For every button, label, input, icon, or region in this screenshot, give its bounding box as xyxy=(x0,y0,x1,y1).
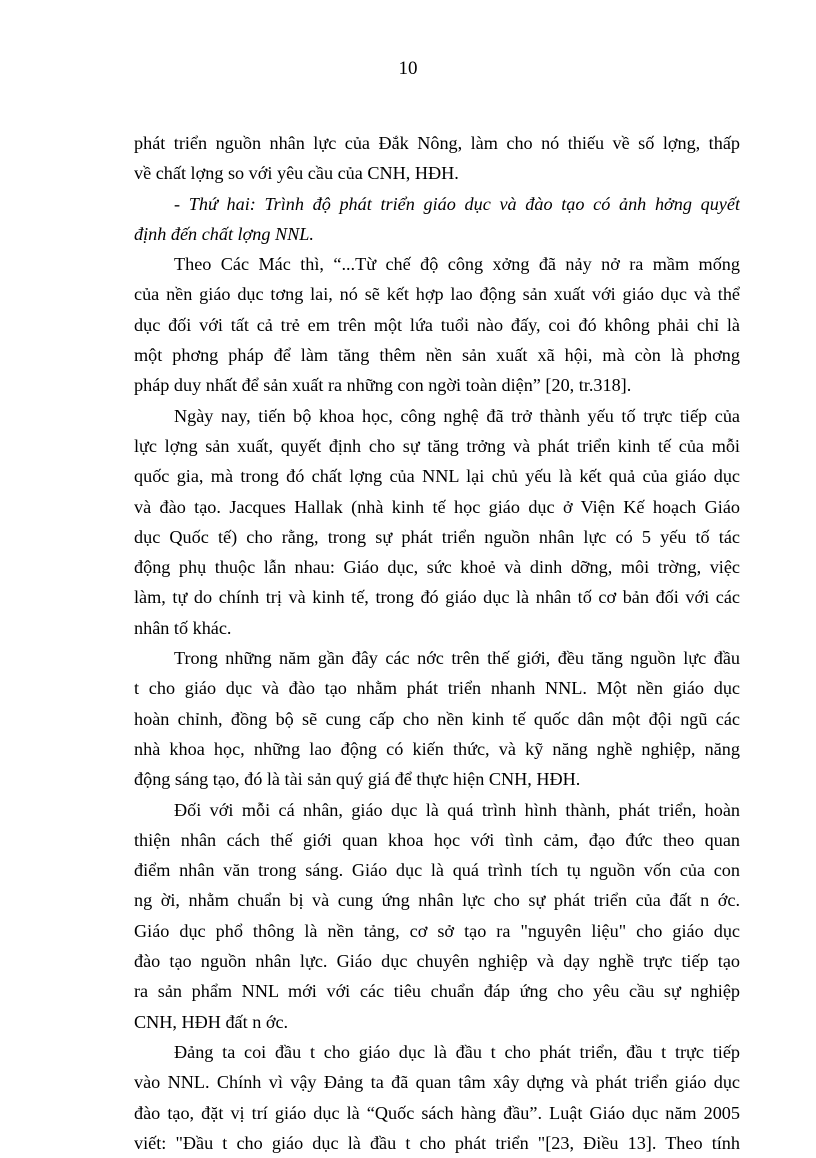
text-line: thiện nhân cách thế giới quan khoa học với tình cảm, đạo đức theo quan xyxy=(134,829,740,850)
text-line: đào tạo nguồn nhân lực. Giáo dục chuyên nghiệp và dạy nghề trực tiếp tạo xyxy=(134,951,740,972)
text-line: Giáo dục phổ thông là nền tảng, cơ sở tạo ra "nguyên liệu" cho giáo dục xyxy=(134,920,740,941)
text-line: và đào tạo. Jacques Hallak (nhà kinh tế học giáo dục ở Viện Kế hoạch Giáo xyxy=(134,496,740,517)
text-line: dục đối với tất cả trẻ em trên một lứa tuổi nào đấy, coi đó không phải chỉ là xyxy=(134,314,740,335)
text-line: Đảng ta coi đầu t cho giáo dục là đầu t cho phát triển, đầu t trực tiếp xyxy=(174,1041,740,1062)
text-line: làm, tự do chính trị và kinh tế, trong đó giáo dục là nhân tố cơ bản đối với các xyxy=(134,587,740,608)
text-line: ng ời, nhằm chuẩn bị và cung ứng nhân lực cho sự phát triển của đất n ớc. xyxy=(134,890,740,911)
text-line: ra sản phẩm NNL mới với các tiêu chuẩn đáp ứng cho yêu cầu sự nghiệp xyxy=(134,981,740,1002)
text-line: điểm nhân văn trong sáng. Giáo dục là quá trình tích tụ nguồn vốn của con xyxy=(134,860,740,881)
text-line: đào tạo, đặt vị trí giáo dục là “Quốc sách hàng đầu”. Luật Giáo dục năm 2005 xyxy=(134,1102,740,1123)
text-line: hoàn chỉnh, đồng bộ sẽ cung cấp cho nền kinh tế quốc dân một đội ngũ các xyxy=(134,708,740,729)
text-line: Ngày nay, tiến bộ khoa học, công nghệ đã trở thành yếu tố trực tiếp của xyxy=(174,405,740,426)
text-line: động phụ thuộc lẫn nhau: Giáo dục, sức khoẻ và dinh dỡng, môi trờng, việc xyxy=(134,557,740,578)
text-line: động sáng tạo, đó là tài sản quý giá để thực hiện CNH, HĐH. xyxy=(134,769,581,790)
text-line: t cho giáo dục và đào tạo nhằm phát triển nhanh NNL. Một nền giáo dục xyxy=(134,678,740,699)
page-number: 10 xyxy=(398,58,418,79)
text-line: pháp duy nhất để sản xuất ra những con ngời toàn diện” [20, tr.318]. xyxy=(134,375,632,396)
text-line: vào NNL. Chính vì vậy Đảng ta đã quan tâm xây dựng và phát triển giáo dục xyxy=(134,1072,740,1093)
text-line: định đến chất lợng NNL. xyxy=(134,223,314,244)
text-line: nhà khoa học, những lao động có kiến thức, và kỹ năng nghề nghiệp, năng xyxy=(134,738,740,759)
text-line: của nền giáo dục tơng lai, nó sẽ kết hợp lao động sản xuất với giáo dục và thể xyxy=(134,284,740,305)
text-line: dục Quốc tế) cho rằng, trong sự phát triển nguồn nhân lực có 5 yếu tố tác xyxy=(134,526,740,547)
text-line: phát triển nguồn nhân lực của Đắk Nông, làm cho nó thiếu về số lợng, thấp xyxy=(134,133,740,153)
text-line: Theo Các Mác thì, “...Từ chế độ công xởng đã nảy nở ra mầm mống xyxy=(174,254,740,275)
text-line: Đối với mỗi cá nhân, giáo dục là quá trình hình thành, phát triển, hoàn xyxy=(174,799,740,820)
text-line: về chất lợng so với yêu cầu của CNH, HĐH. xyxy=(134,163,459,184)
text-line: CNH, HĐH đất n ớc. xyxy=(134,1011,289,1032)
text-line: viết: "Đầu t cho giáo dục là đầu t cho phát triển "[23, Điều 13]. Theo tính xyxy=(134,1132,740,1153)
text-line: nhân tố khác. xyxy=(134,617,232,638)
text-line: một phơng pháp để làm tăng thêm nền sản xuất xã hội, mà còn là phơng xyxy=(134,345,740,366)
text-line: lực lợng sản xuất, quyết định cho sự tăng trởng và phát triển kinh tế của mỗi xyxy=(134,435,740,456)
document-body xyxy=(134,128,740,1158)
text-line: quốc gia, mà trong đó chất lợng của NNL lại chủ yếu là kết quả của giáo dục xyxy=(134,466,740,487)
text-line: - Thứ hai: Trình độ phát triển giáo dục và đào tạo có ảnh hởng quyết xyxy=(174,193,740,214)
text-line: Trong những năm gần đây các nớc trên thế giới, đều tăng nguồn lực đầu xyxy=(174,648,740,669)
